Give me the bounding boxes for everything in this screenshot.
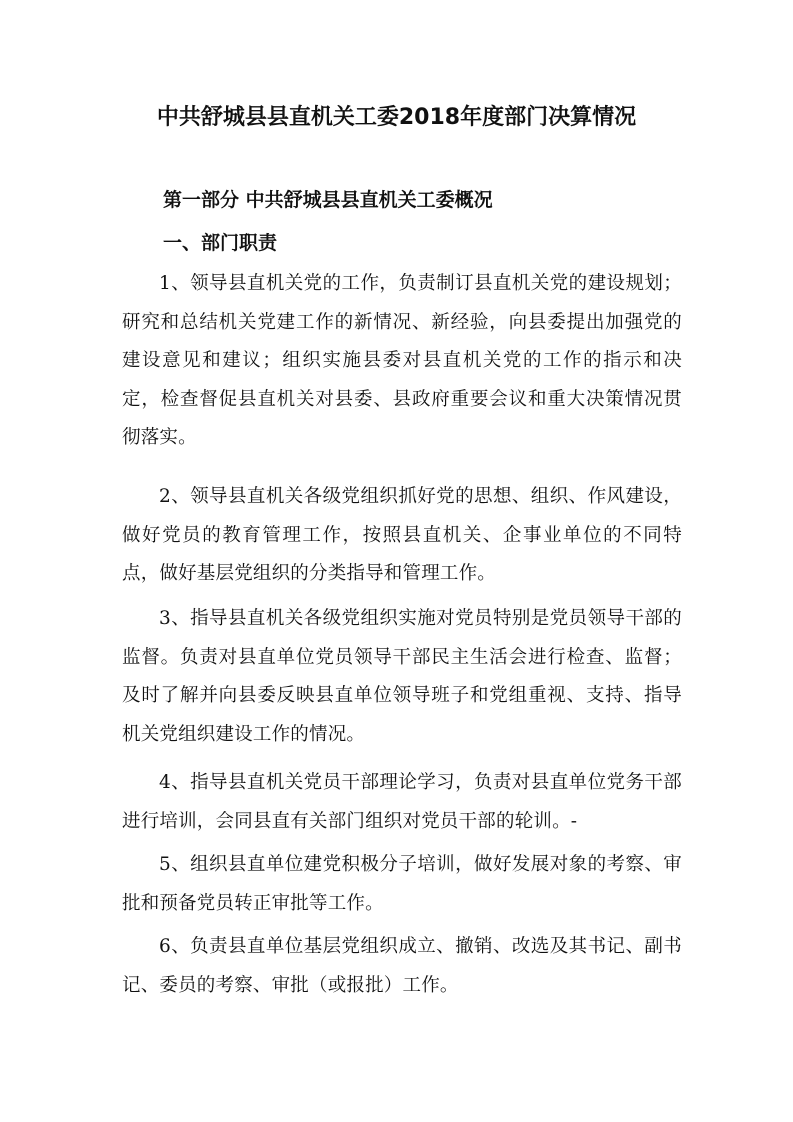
duty-paragraph-1: 1、领导县直机关党的工作，负责制订县直机关党的建设规划；研究和总结机关党建工作的新情况、新经验，向县委提出加强党的建设意见和建议；组织实施县委对县直机关党的工作的指示和决定，检查督促县直机关对县委、县政府重要会议和重大决策情况贯彻落实。: [122, 273, 682, 448]
duty-paragraph-4: 4、指导县直机关党员干部理论学习，负责对县直单位党务干部进行培训，会同县直有关部门组织对党员干部的轮训。-: [122, 772, 682, 832]
part-heading: 第一部分 中共舒城县县直机关工委概况: [163, 189, 493, 211]
document-title: 中共舒城县县直机关工委2018年度部门决算情况: [156, 105, 637, 130]
duty-paragraph-6: 6、负责县直单位基层党组织成立、撤销、改选及其书记、副书记、委员的考察、审批（或报批）工作。: [122, 936, 682, 996]
section-heading: 一、部门职责: [163, 232, 278, 254]
duty-paragraph-5: 5、组织县直单位建党积极分子培训，做好发展对象的考察、审批和预备党员转正审批等工作。: [122, 854, 682, 914]
duty-paragraph-2: 2、领导县直机关各级党组织抓好党的思想、组织、作风建设，做好党员的教育管理工作，按照县直机关、企事业单位的不同特点，做好基层党组织的分类指导和管理工作。: [122, 486, 682, 584]
duty-paragraph-3: 3、指导县直机关各级党组织实施对党员特别是党员领导干部的监督。负责对县直单位党员领导干部民主生活会进行检查、监督；及时了解并向县委反映县直单位领导班子和党组重视、支持、指导机关党组织建设工作的情况。: [122, 608, 682, 745]
